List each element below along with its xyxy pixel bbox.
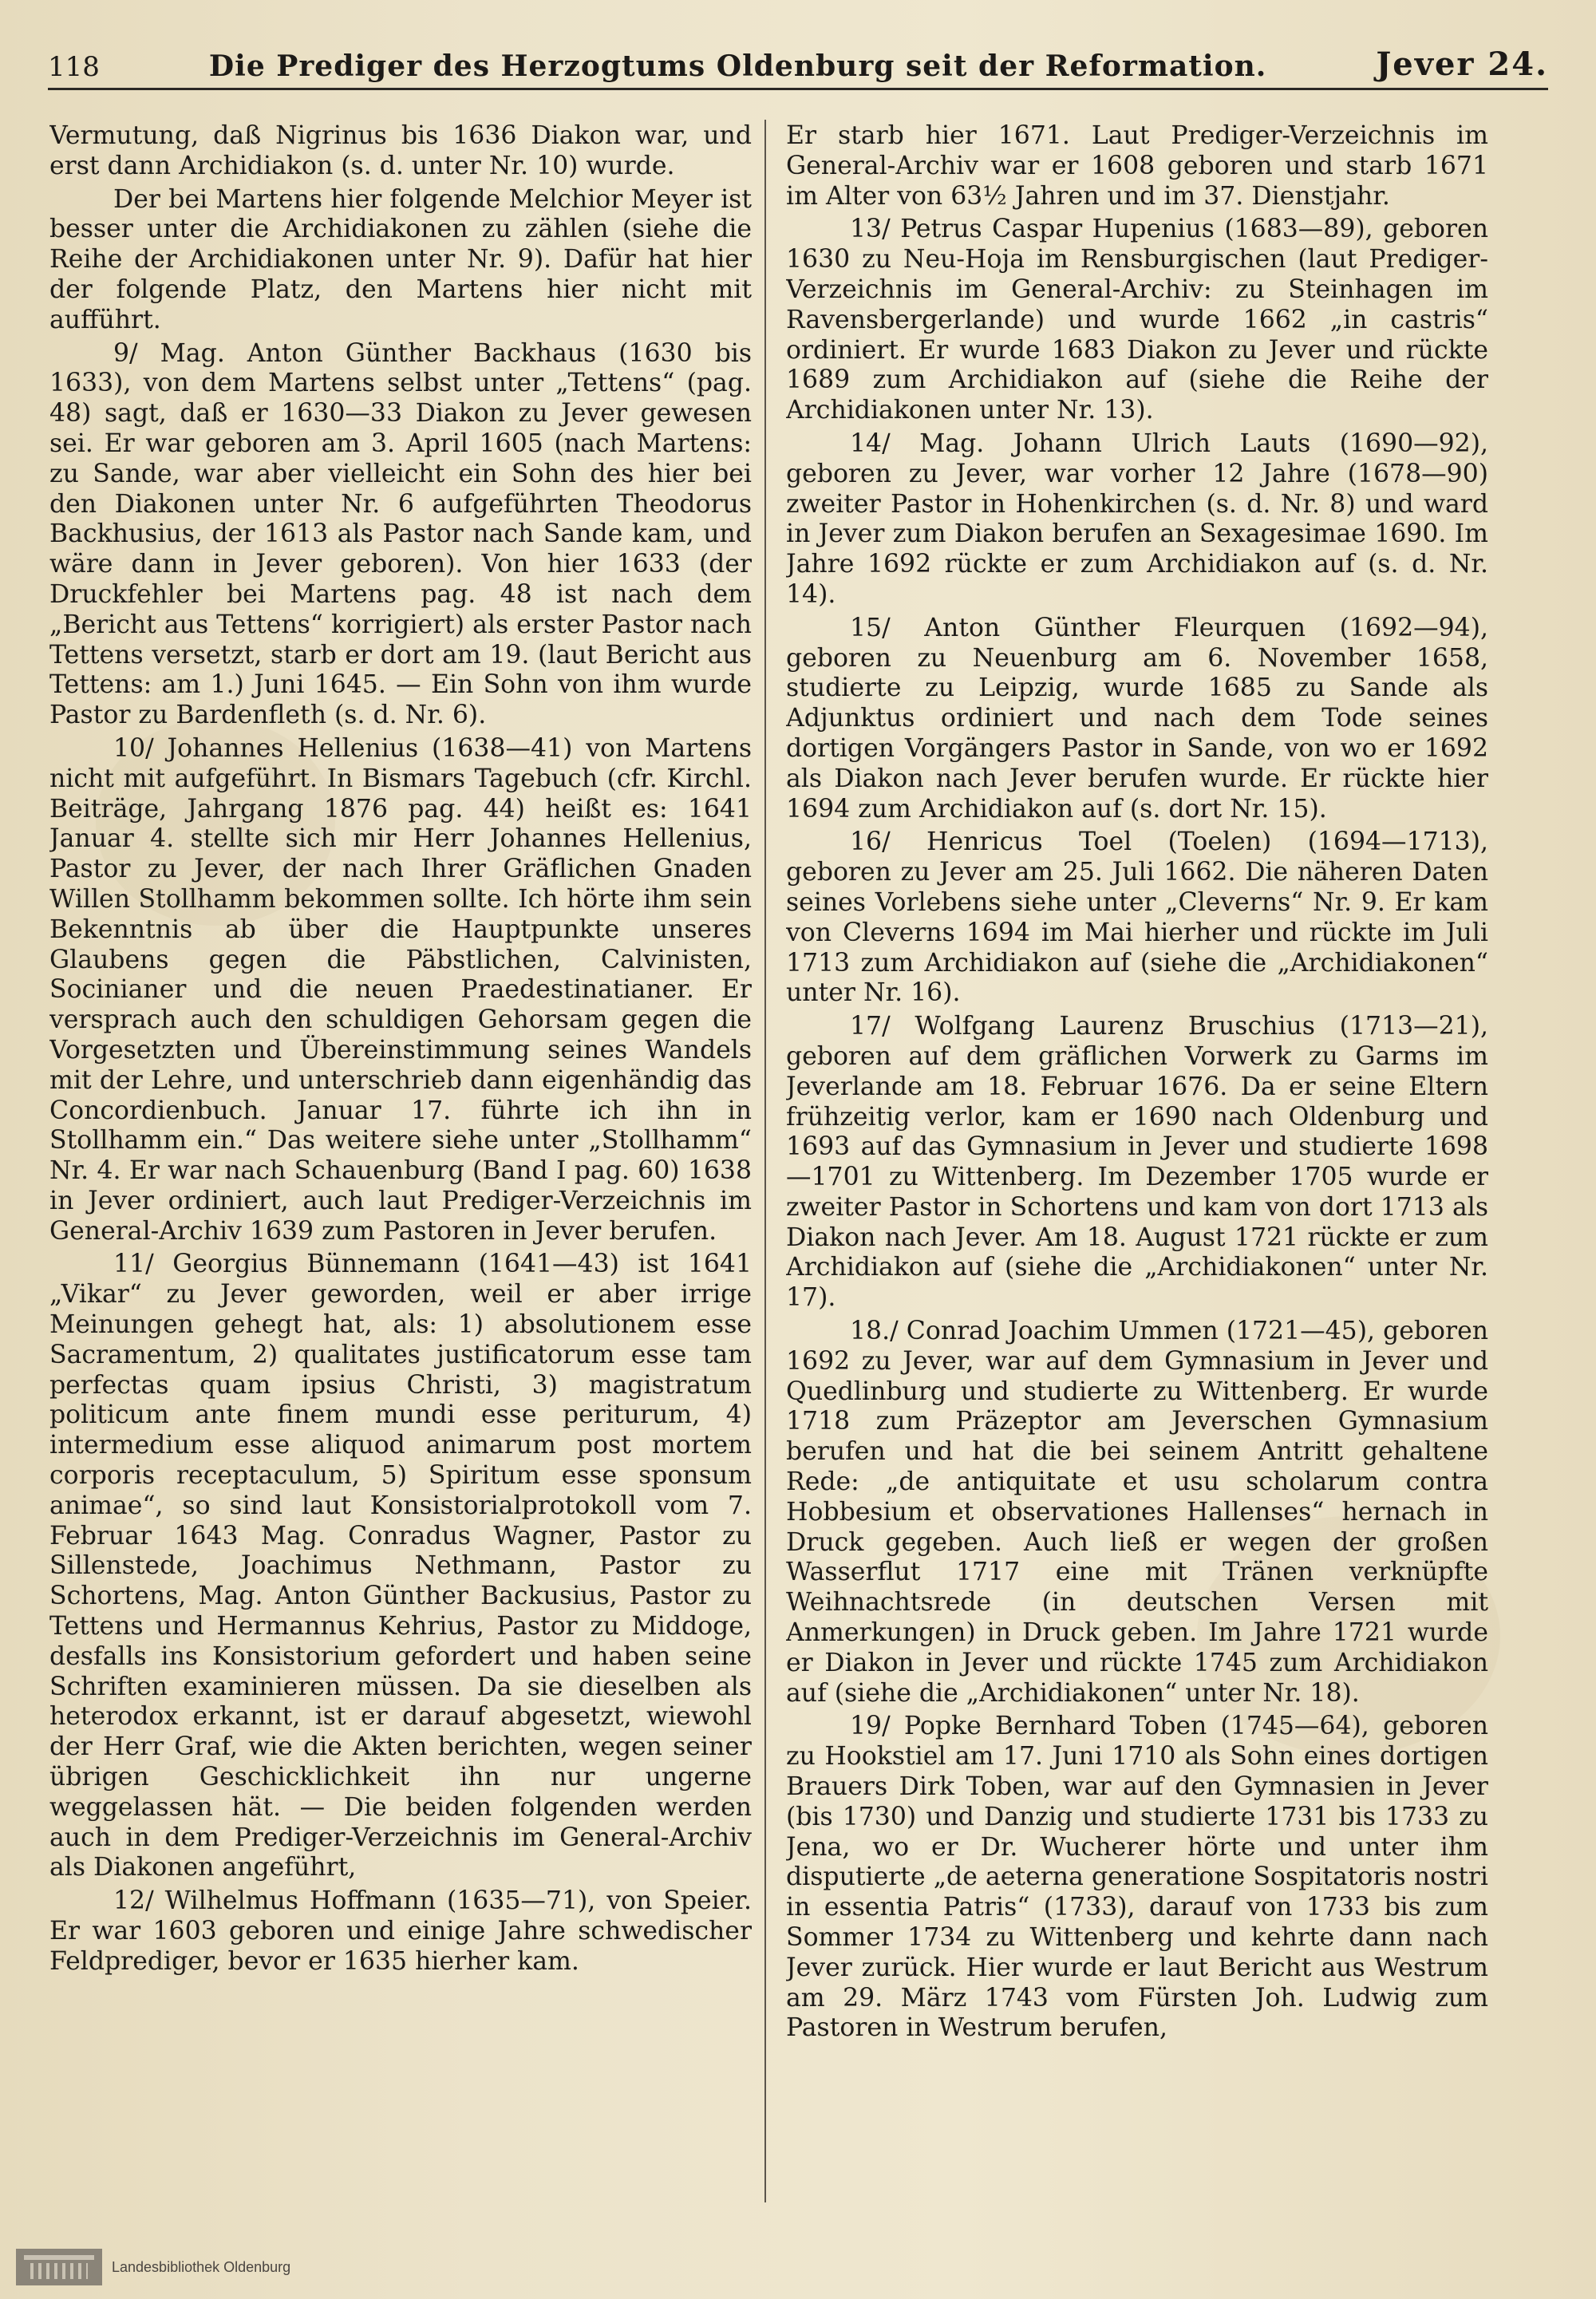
running-title: Die Prediger des Herzogtums Oldenburg seit der Reformation. — [208, 49, 1267, 83]
paragraph: Vermutung, daß Nigrinus bis 1636 Diakon war, und erst dann Archidiakon (s. d. unter Nr. 10) wurde. — [49, 121, 752, 180]
entry-12: 12/ Wilhelmus Hoffmann (1635—71), von Speier. Er war 1603 geboren und einige Jahre schwedischer Feldprediger, bevor er 1635 hierher kam. — [49, 1886, 752, 1976]
library-name: Landesbibliothek Oldenburg — [112, 2258, 291, 2275]
section-marker: Jever 24. — [1376, 45, 1548, 83]
entry-16: 16/ Henricus Toel (Toelen) (1694—1713), geboren zu Jever am 25. Juli 1662. Die näheren Daten seines Vorlebens siehe unter „Cleverns“ Nr. 9. Er kam von Cleverns 1694 im Mai hierher und rückte im Juli 1713 zum Archidiakon auf (siehe die „Archidiakonen“ unter Nr. 16). — [786, 828, 1488, 1008]
library-footer — [16, 2243, 290, 2291]
paragraph: Der bei Martens hier folgende Melchior Meyer ist besser unter die Archidiakonen zu zählen (siehe die Reihe der Archidiakonen unter Nr. 9). Dafür hat hier der folgende Platz, den Martens hier nicht mit aufführt. — [49, 184, 752, 334]
entry-18: 18./ Conrad Joachim Ummen (1721—45), geboren 1692 zu Jever, war auf dem Gymnasium in Jever und Quedlinburg und studierte zu Wittenberg. Er wurde 1718 zum Präzeptor am Jeverschen Gymnasium berufen und hat die bei seinem Antritt gehaltene Rede: „de antiquitate et usu scholarum contra Hobbesium et observationes Hallenses“ hernach in Druck gegeben. Auch ließ er wegen der großen Wasserflut 1717 eine mit Tränen verknüpfte Weihnachtsrede (in deutschen Versen mit Anmerkungen) in Druck geben. Im Jahre 1721 wurde er Diakon in Jever und rückte 1745 zum Archidiakon auf (siehe die „Archidiakonen“ unter Nr. 18). — [786, 1317, 1488, 1708]
left-column — [49, 121, 752, 2204]
entry-9: 9/ Mag. Anton Günther Backhaus (1630 bis 1633), von dem Martens selbst unter „Tettens“ (pag. 48) sagt, daß er 1630—33 Diakon zu Jever gewesen sei. Er war geboren am 3. April 1605 (nach Martens: zu Sande, war aber vielleicht ein Sohn des hier bei den Diakonen unter Nr. 6 aufgeführten Theodorus Backhusius, der 1613 als Pastor nach Sande kam, und wäre dann in Jever geboren). Von hier 1633 (der Druckfehler bei Martens pag. 48 ist nach dem „Bericht aus Tettens“ korrigiert) als erster Pastor nach Tettens versetzt, starb er dort am 19. (laut Bericht aus Tettens: am 1.) Juni 1645. — Ein Sohn von ihm wurde Pastor zu Bardenfleth (s. d. Nr. 6). — [49, 338, 752, 730]
library-logo-icon — [16, 2249, 102, 2285]
entry-13: 13/ Petrus Caspar Hupenius (1683—89), geboren 1630 zu Neu-Hoja im Rensburgischen (laut Prediger-Verzeichnis im General-Archiv: zu Steinhagen im Ravensbergerlande) und wurde 1662 „in castris“ ordiniert. Er wurde 1683 Diakon zu Jever und rückte 1689 zum Archidiakon auf (siehe die Reihe der Archidiakonen unter Nr. 13). — [786, 215, 1488, 425]
page-number: 118 — [48, 51, 100, 83]
entry-10: 10/ Johannes Hellenius (1638—41) von Martens nicht mit aufgeführt. In Bismars Tagebuch (cfr. Kirchl. Beiträge, Jahrgang 1876 pag. 44) heißt es: 1641 Januar 4. stellte sich mir Herr Johannes Hellenius, Pastor zu Jever, der nach Ihrer Gräflichen Gnaden Willen Stollhamm bekommen sollte. Ich hörte ihm sein Bekenntnis ab über die Hauptpunkte unseres Glaubens gegen die Päbstlichen, Calvinisten, Socinianer und die neuen Praedestinatianer. Er versprach auch den schuldigen Gehorsam gegen die Vorgesetzten und Übereinstimmung seines Wandels mit der Lehre, und unterschrieb dann eigenhändig das Concordienbuch. Januar 17. führte ich ihn in Stollhamm ein.“ Das weitere siehe unter „Stollhamm“ Nr. 4. Er war nach Schauenburg (Band I pag. 60) 1638 in Jever ordiniert, auch laut Prediger-Verzeichnis im General-Archiv 1639 zum Pastoren in Jever berufen. — [49, 733, 752, 1246]
entry-19: 19/ Popke Bernhard Toben (1745—64), geboren zu Hookstiel am 17. Juni 1710 als Sohn eines dortigen Brauers Dirk Toben, war auf den Gymnasien in Jever (bis 1730) und Danzig und studierte 1731 bis 1733 zu Jena, wo er Dr. Wucherer hörte und unter ihm disputierte „de aeterna generatione Sospitatoris nostri in essentia Patris“ (1733), darauf von 1733 bis zum Sommer 1734 zu Wittenberg und kehrte dann nach Jever zurück. Hier wurde er laut Bericht aus Westrum am 29. März 1743 vom Fürsten Joh. Ludwig zum Pastoren in Westrum berufen, — [786, 1712, 1488, 2043]
entry-14: 14/ Mag. Johann Ulrich Lauts (1690—92), geboren zu Jever, war vorher 12 Jahre (1678—90) zweiter Pastor in Hohenkirchen (s. d. Nr. 8) und ward in Jever zum Diakon berufen an Sexagesimae 1690. Im Jahre 1692 rückte er zum Archidiakon auf (s. d. Nr. 14). — [786, 429, 1488, 609]
entry-17: 17/ Wolfgang Laurenz Bruschius (1713—21), geboren auf dem gräflichen Vorwerk zu Garms im Jeverlande am 18. Februar 1676. Da er seine Eltern frühzeitig verlor, kam er 1690 nach Oldenburg und 1693 auf das Gymnasium in Jever und studierte 1698—1701 zu Wittenberg. Im Dezember 1705 wurde er zweiter Pastor in Schortens und kam von dort 1713 als Diakon nach Jever. Am 18. August 1721 rückte er zum Archidiakon auf (siehe die „Archidiakonen“ unter Nr. 17). — [786, 1012, 1488, 1313]
paragraph: Er starb hier 1671. Laut Prediger-Verzeichnis im General-Archiv war er 1608 geboren und starb 1671 im Alter von 63½ Jahren und im 37. Dienstjahr. — [786, 121, 1488, 211]
right-column — [786, 121, 1488, 2204]
page-header — [48, 38, 1548, 83]
column-divider — [764, 120, 766, 2202]
entry-15: 15/ Anton Günther Fleurquen (1692—94), geboren zu Neuenburg am 6. November 1658, studierte zu Leipzig, wurde 1685 zu Sande als Adjunktus ordiniert und nach dem Tode seines dortigen Vorgängers Pastor in Sande, von wo er 1692 als Diakon nach Jever berufen wurde. Er rückte hier 1694 zum Archidiakon auf (s. dort Nr. 15). — [786, 613, 1488, 824]
header-rule — [48, 88, 1548, 90]
entry-11: 11/ Georgius Bünnemann (1641—43) ist 1641 „Vikar“ zu Jever geworden, weil er aber irrige Meinungen gehegt hat, als: 1) absolutionem esse Sacramentum, 2) qualitates justificatorum esse tam perfectas quam ipsius Christi, 3) magistratum politicum ante finem mundi esse periturum, 4) intermedium esse aliquod animarum post mortem corporis receptaculum, 5) Spiritum esse sponsum animae“, so sind laut Konsistorialprotokoll vom 7. Februar 1643 Mag. Conradus Wagner, Pastor zu Sillenstede, Joachimus Nethmann, Pastor zu Schortens, Mag. Anton Günther Backusius, Pastor zu Tettens und Hermannus Kehrius, Pastor zu Middoge, desfalls ins Konsistorium gefordert und haben seine Schriften examinieren müssen. Da sie dieselben als heterodox erkannt, ist er darauf abgesetzt, wiewohl der Herr Graf, wie die Akten berichten, wegen seiner übrigen Geschicklichkeit ihn nur ungerne weggelassen hät. — Die beiden folgenden werden auch in dem Prediger-Verzeichnis im General-Archiv als Diakonen angeführt, — [49, 1250, 752, 1882]
